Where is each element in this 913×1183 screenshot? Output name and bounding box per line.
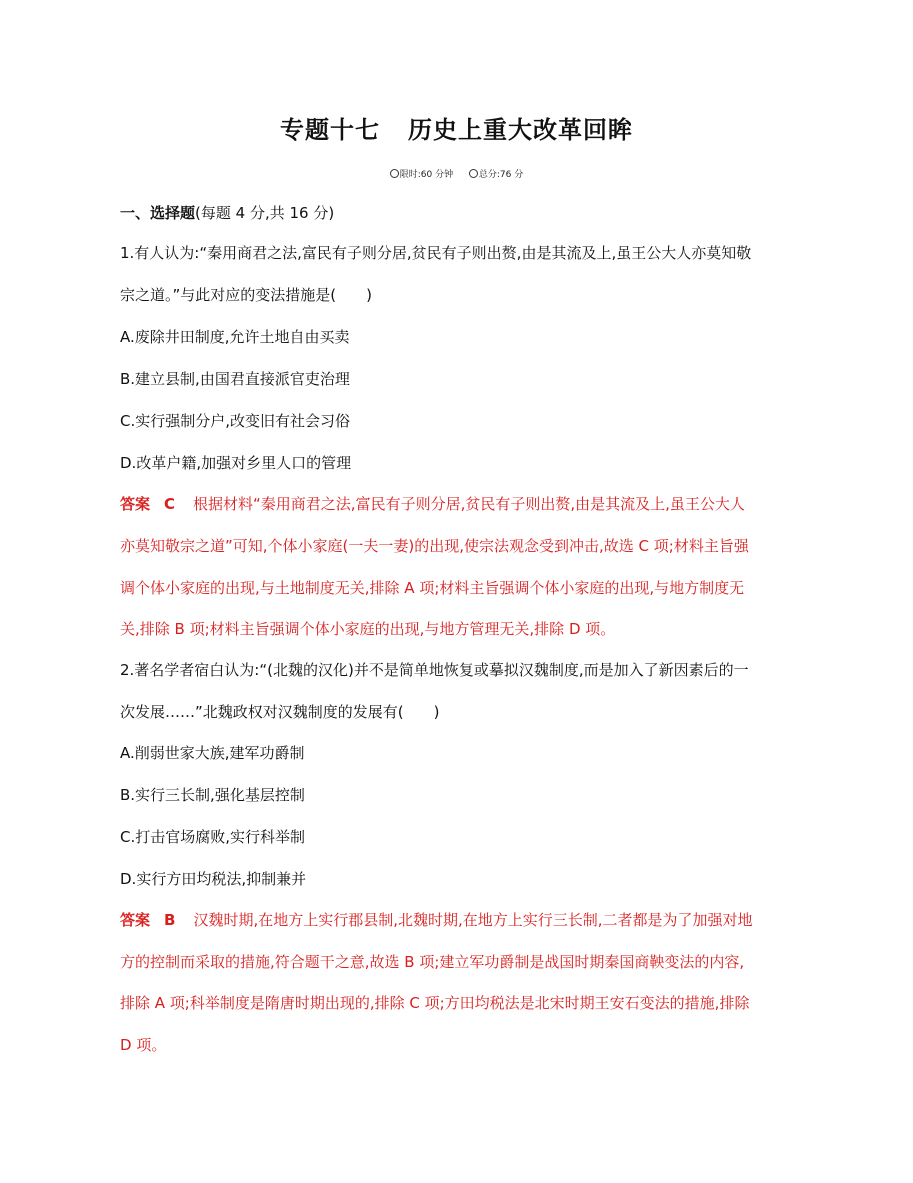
q2-explanation-4: D 项。 <box>120 1036 167 1054</box>
exam-meta <box>0 167 913 180</box>
q1-option-d: D.改革户籍,加强对乡里人口的管理 <box>120 454 352 472</box>
q2-option-d: D.实行方田均税法,抑制兼并 <box>120 870 307 888</box>
q2-answer-line-1 <box>120 910 800 930</box>
q1-explanation-3: 调个体小家庭的出现,与土地制度无关,排除 A 项;材料主旨强调个体小家庭的出现,与地方制度无 <box>120 579 745 597</box>
score-icon <box>469 169 478 178</box>
section-note: (每题 4 分,共 16 分) <box>195 204 335 222</box>
q1-explanation-1: 根据材料“秦用商君之法,富民有子则分居,贫民有子则出赘,由是其流及上,虽王公大人 <box>193 495 745 513</box>
q2-option-a: A.削弱世家大族,建军功爵制 <box>120 744 305 762</box>
q2-explanation-2: 方的控制而采取的措施,符合题干之意,故选 B 项;建立军功爵制是战国时期秦国商鞅变法的内容, <box>120 953 745 971</box>
q2-answer-tag: 答案 <box>120 911 151 929</box>
q2-stem-line-1: 2.著名学者宿白认为:“(北魏的汉化)并不是简单地恢复或摹拟汉魏制度,而是加入了新因素后的一 <box>120 661 749 679</box>
q1-answer-key: C <box>164 495 176 513</box>
q1-answer-line-1 <box>120 494 800 514</box>
q2-option-b: B.实行三长制,强化基层控制 <box>120 786 305 804</box>
q2-stem-line-2: 次发展……”北魏政权对汉魏制度的发展有( ) <box>120 703 440 721</box>
q1-option-a: A.废除井田制度,允许土地自由买卖 <box>120 328 350 346</box>
q2-explanation-3: 排除 A 项;科举制度是隋唐时期出现的,排除 C 项;方田均税法是北宋时期王安石变法的措施,排除 <box>120 994 750 1012</box>
q2-explanation-1: 汉魏时期,在地方上实行郡县制,北魏时期,在地方上实行三长制,二者都是为了加强对地 <box>193 911 753 929</box>
q1-stem-line-2: 宗之道。”与此对应的变法措施是( ) <box>120 286 372 304</box>
q1-option-c: C.实行强制分户,改变旧有社会习俗 <box>120 412 351 430</box>
total-score: 总分:76 分 <box>478 170 524 180</box>
title-topic: 专题十七 <box>280 116 380 144</box>
section-label: 一、选择题 <box>120 204 196 222</box>
q1-option-b: B.建立县制,由国君直接派官吏治理 <box>120 370 350 388</box>
clock-icon <box>390 169 399 178</box>
section-heading <box>120 203 800 223</box>
q1-stem-line-1: 1.有人认为:“秦用商君之法,富民有子则分居,贫民有子则出赘,由是其流及上,虽王公大人亦莫知敬 <box>120 244 752 262</box>
title-subject: 历史上重大改革回眸 <box>408 116 633 144</box>
time-limit: 限时:60 分钟 <box>399 170 454 180</box>
q2-option-c: C.打击官场腐败,实行科举制 <box>120 828 306 846</box>
page-title <box>0 110 913 145</box>
q1-explanation-4: 关,排除 B 项;材料主旨强调个体小家庭的出现,与地方管理无关,排除 D 项。 <box>120 620 616 638</box>
q1-answer-tag: 答案 <box>120 495 151 513</box>
q2-answer-key: B <box>164 911 176 929</box>
q1-explanation-2: 亦莫知敬宗之道”可知,个体小家庭(一夫一妻)的出现,使宗法观念受到冲击,故选 C 项;材料主旨强 <box>120 537 749 555</box>
